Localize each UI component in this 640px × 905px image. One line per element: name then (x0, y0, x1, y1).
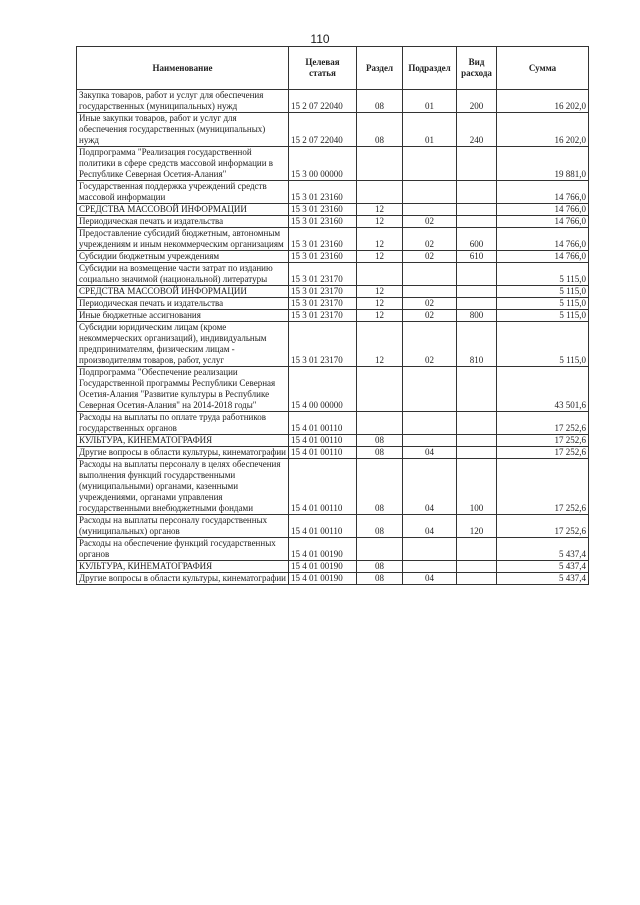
row-section: 08 (357, 113, 403, 147)
table-row (77, 459, 589, 515)
column-header-subsection: Подраздел (403, 47, 457, 90)
row-subsection (403, 147, 457, 181)
row-sum: 5 437,4 (497, 573, 589, 585)
table-row (77, 412, 589, 435)
row-section (357, 181, 403, 204)
table-row (77, 251, 589, 263)
row-name: Иные бюджетные ассигнования (77, 310, 289, 322)
row-sum: 19 881,0 (497, 147, 589, 181)
row-section: 08 (357, 447, 403, 459)
table-row (77, 147, 589, 181)
table-header-row (77, 47, 589, 90)
row-name: Другие вопросы в области культуры, кинематографии (77, 447, 289, 459)
table-row (77, 561, 589, 573)
row-code: 15 3 01 23160 (289, 228, 357, 251)
row-name: Другие вопросы в области культуры, кинематографии (77, 573, 289, 585)
row-type (457, 181, 497, 204)
table-row (77, 447, 589, 459)
row-name: КУЛЬТУРА, КИНЕМАТОГРАФИЯ (77, 561, 289, 573)
row-code: 15 4 01 00110 (289, 447, 357, 459)
row-name: Расходы на обеспечение функций государственных органов (77, 538, 289, 561)
page-number: 110 (310, 32, 330, 46)
row-subsection (403, 181, 457, 204)
row-name: СРЕДСТВА МАССОВОЙ ИНФОРМАЦИИ (77, 286, 289, 298)
row-code: 15 4 01 00190 (289, 573, 357, 585)
table-row (77, 573, 589, 585)
row-code: 15 4 01 00110 (289, 412, 357, 435)
row-subsection (403, 435, 457, 447)
table-row (77, 435, 589, 447)
row-sum: 14 766,0 (497, 251, 589, 263)
row-code: 15 4 01 00110 (289, 515, 357, 538)
row-type: 810 (457, 322, 497, 367)
row-type: 240 (457, 113, 497, 147)
row-code: 15 4 01 00190 (289, 561, 357, 573)
row-name: Периодическая печать и издательства (77, 298, 289, 310)
budget-table (76, 46, 589, 585)
row-section: 08 (357, 459, 403, 515)
row-code: 15 3 01 23170 (289, 298, 357, 310)
row-code: 15 3 01 23170 (289, 310, 357, 322)
row-name: Расходы на выплаты персоналу в целях обеспечения выполнения функций государственными (муниципальными) органами, казенными учреждениями, органами управления государственными внебюджетными фондами (77, 459, 289, 515)
row-type (457, 367, 497, 412)
table-row (77, 286, 589, 298)
table-row (77, 322, 589, 367)
table-row (77, 228, 589, 251)
row-sum: 17 252,6 (497, 412, 589, 435)
row-sum: 5 115,0 (497, 286, 589, 298)
row-section: 12 (357, 310, 403, 322)
table-row (77, 204, 589, 216)
row-subsection: 02 (403, 310, 457, 322)
row-type: 600 (457, 228, 497, 251)
row-subsection (403, 538, 457, 561)
row-type (457, 263, 497, 286)
row-subsection: 02 (403, 298, 457, 310)
row-section: 08 (357, 515, 403, 538)
row-name: СРЕДСТВА МАССОВОЙ ИНФОРМАЦИИ (77, 204, 289, 216)
row-type (457, 561, 497, 573)
row-type: 800 (457, 310, 497, 322)
row-type: 610 (457, 251, 497, 263)
row-type (457, 298, 497, 310)
row-name: Субсидии юридическим лицам (кроме некоммерческих организаций), индивидуальным предпринимателям, физическим лицам - производителям товаров, работ, услуг (77, 322, 289, 367)
row-code: 15 4 01 00110 (289, 459, 357, 515)
row-subsection (403, 263, 457, 286)
row-name: Расходы на выплаты персоналу государственных (муниципальных) органов (77, 515, 289, 538)
row-code: 15 4 01 00190 (289, 538, 357, 561)
row-sum: 5 115,0 (497, 310, 589, 322)
row-sum: 16 202,0 (497, 90, 589, 113)
row-code: 15 3 00 00000 (289, 147, 357, 181)
row-subsection: 02 (403, 322, 457, 367)
row-subsection (403, 367, 457, 412)
row-type (457, 412, 497, 435)
row-subsection: 02 (403, 251, 457, 263)
row-name: Подпрограмма "Обеспечение реализации Государственной программы Республики Северная Осетия-Алания "Развитие культуры в Республике Северная Осетия-Алания" на 2014-2018 годы" (77, 367, 289, 412)
row-sum: 14 766,0 (497, 216, 589, 228)
row-section: 12 (357, 216, 403, 228)
row-type (457, 573, 497, 585)
column-header-section: Раздел (357, 47, 403, 90)
row-type (457, 286, 497, 298)
row-sum: 43 501,6 (497, 367, 589, 412)
row-section: 12 (357, 322, 403, 367)
row-subsection: 01 (403, 90, 457, 113)
row-sum: 17 252,6 (497, 447, 589, 459)
row-type (457, 435, 497, 447)
row-sum: 16 202,0 (497, 113, 589, 147)
table-row (77, 298, 589, 310)
table-row (77, 216, 589, 228)
row-section: 12 (357, 228, 403, 251)
column-header-type: Вид расхода (457, 47, 497, 90)
row-subsection: 04 (403, 459, 457, 515)
table-row (77, 263, 589, 286)
row-subsection: 04 (403, 447, 457, 459)
row-code: 15 4 01 00110 (289, 435, 357, 447)
row-sum: 5 115,0 (497, 263, 589, 286)
table-row (77, 181, 589, 204)
row-type (457, 216, 497, 228)
row-subsection (403, 286, 457, 298)
row-type (457, 204, 497, 216)
table-row (77, 538, 589, 561)
row-name: Субсидии бюджетным учреждениям (77, 251, 289, 263)
row-code: 15 3 01 23160 (289, 204, 357, 216)
row-sum: 5 437,4 (497, 561, 589, 573)
row-subsection: 04 (403, 573, 457, 585)
row-sum: 5 115,0 (497, 322, 589, 367)
row-name: Иные закупки товаров, работ и услуг для обеспечения государственных (муниципальных) нужд (77, 113, 289, 147)
row-sum: 14 766,0 (497, 228, 589, 251)
row-section (357, 367, 403, 412)
row-code: 15 4 00 00000 (289, 367, 357, 412)
row-section (357, 147, 403, 181)
row-name: Предоставление субсидий бюджетным, автономным учреждениям и иным некоммерческим организациям (77, 228, 289, 251)
row-section: 12 (357, 251, 403, 263)
row-name: Периодическая печать и издательства (77, 216, 289, 228)
row-section: 12 (357, 286, 403, 298)
row-subsection: 02 (403, 216, 457, 228)
row-section: 12 (357, 204, 403, 216)
row-code: 15 2 07 22040 (289, 90, 357, 113)
row-subsection (403, 412, 457, 435)
row-code: 15 3 01 23170 (289, 286, 357, 298)
row-section: 08 (357, 561, 403, 573)
row-code: 15 3 01 23170 (289, 322, 357, 367)
row-section: 08 (357, 435, 403, 447)
row-name: Расходы на выплаты по оплате труда работников государственных органов (77, 412, 289, 435)
column-header-name: Наименование (77, 47, 289, 90)
column-header-sum: Сумма (497, 47, 589, 90)
row-type (457, 447, 497, 459)
row-subsection (403, 204, 457, 216)
row-name: Субсидии на возмещение части затрат по изданию социально значимой (национальной) литературы (77, 263, 289, 286)
row-section: 08 (357, 90, 403, 113)
row-code: 15 3 01 23160 (289, 216, 357, 228)
row-sum: 14 766,0 (497, 181, 589, 204)
row-section (357, 263, 403, 286)
row-name: Государственная поддержка учреждений средств массовой информации (77, 181, 289, 204)
row-code: 15 2 07 22040 (289, 113, 357, 147)
row-type: 200 (457, 90, 497, 113)
row-sum: 14 766,0 (497, 204, 589, 216)
row-subsection: 01 (403, 113, 457, 147)
row-code: 15 3 01 23160 (289, 181, 357, 204)
row-section: 12 (357, 298, 403, 310)
row-name: КУЛЬТУРА, КИНЕМАТОГРАФИЯ (77, 435, 289, 447)
row-subsection (403, 561, 457, 573)
row-section: 08 (357, 573, 403, 585)
table-body (77, 90, 589, 585)
table-row (77, 367, 589, 412)
row-sum: 5 115,0 (497, 298, 589, 310)
row-subsection: 02 (403, 228, 457, 251)
row-section (357, 538, 403, 561)
table-row (77, 113, 589, 147)
row-name: Закупка товаров, работ и услуг для обеспечения государственных (муниципальных) нужд (77, 90, 289, 113)
row-sum: 17 252,6 (497, 435, 589, 447)
row-section (357, 412, 403, 435)
row-type: 120 (457, 515, 497, 538)
table-row (77, 310, 589, 322)
row-subsection: 04 (403, 515, 457, 538)
row-type: 100 (457, 459, 497, 515)
row-sum: 17 252,6 (497, 459, 589, 515)
table-row (77, 90, 589, 113)
row-code: 15 3 01 23170 (289, 263, 357, 286)
row-sum: 17 252,6 (497, 515, 589, 538)
row-name: Подпрограмма "Реализация государственной политики в сфере средств массовой информации в Республике Северная Осетия-Алания" (77, 147, 289, 181)
table-row (77, 515, 589, 538)
row-type (457, 147, 497, 181)
row-code: 15 3 01 23160 (289, 251, 357, 263)
column-header-code: Целевая статья (289, 47, 357, 90)
row-type (457, 538, 497, 561)
row-sum: 5 437,4 (497, 538, 589, 561)
